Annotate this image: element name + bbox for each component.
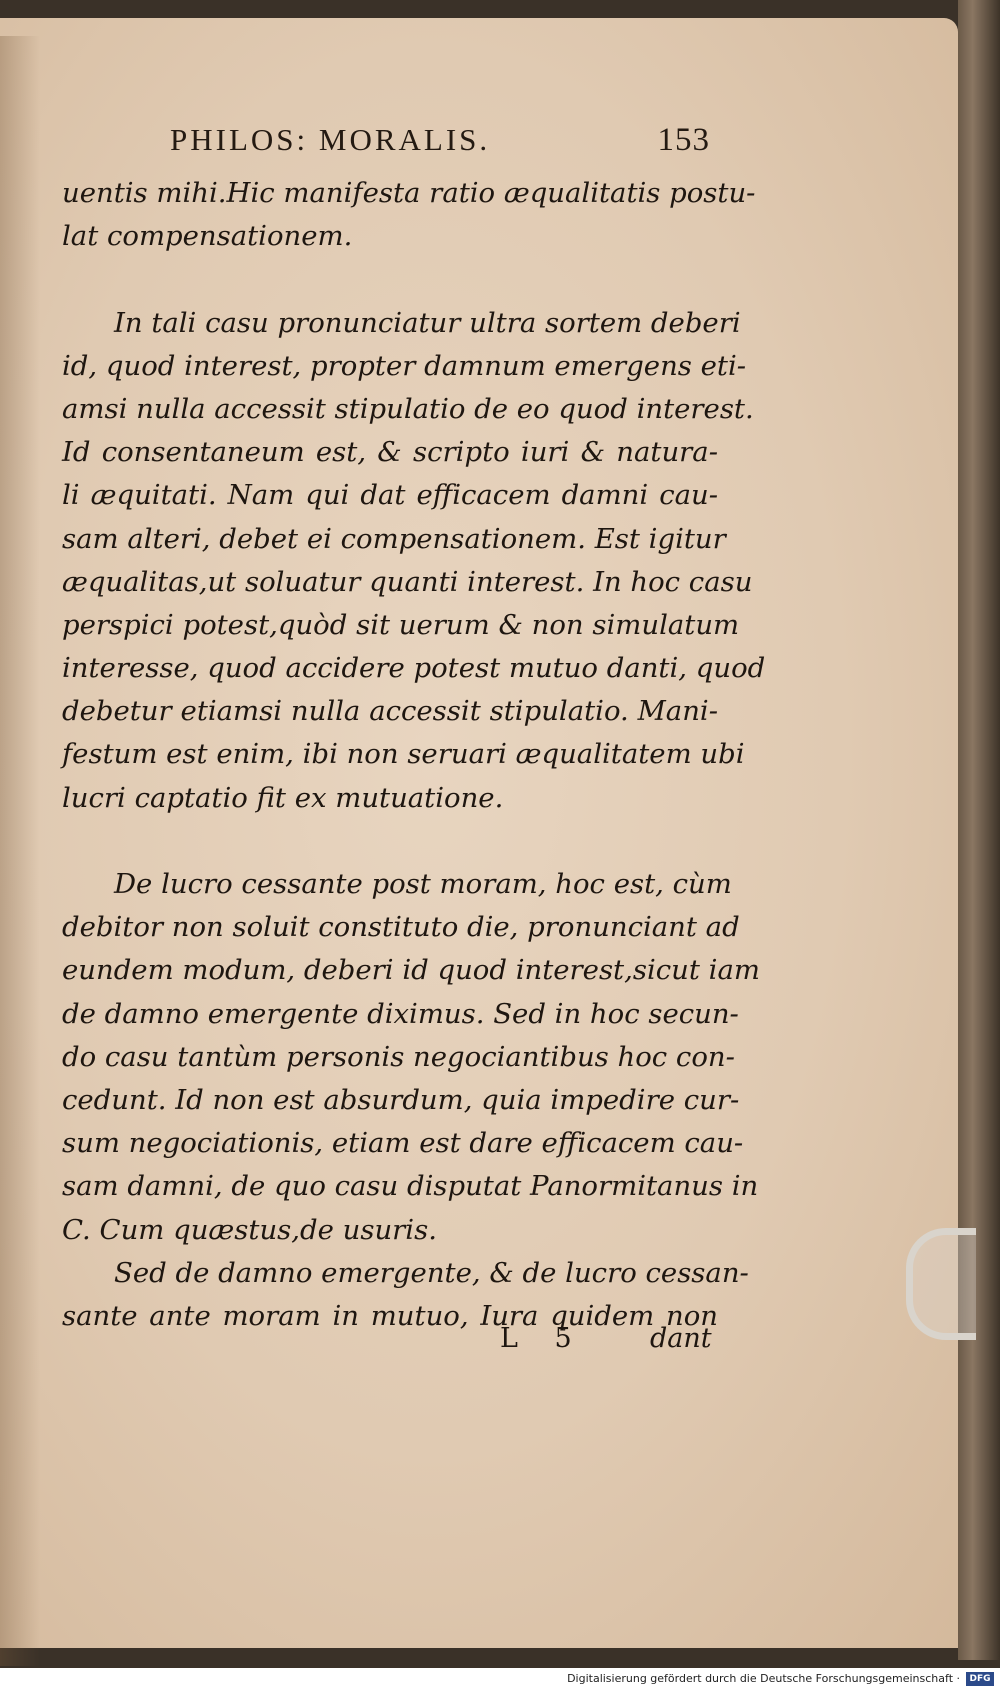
text-line: C. Cum quæstus,de usuris. bbox=[62, 1213, 437, 1246]
paragraph-3 bbox=[62, 863, 760, 1252]
page-clip-icon bbox=[906, 1228, 976, 1340]
text-line: In tali casu pronunciatur ultra sortem deberi bbox=[114, 306, 741, 339]
text-line: sante ante moram in mutuo, Iura quidem non bbox=[62, 1299, 718, 1332]
catchword: dant bbox=[650, 1323, 712, 1354]
page-edge bbox=[958, 0, 1000, 1660]
text-line: li æquitati. Nam qui dat efficacem damni cau- bbox=[62, 479, 718, 512]
text-line: eundem modum, deberi id quod interest,sicut iam bbox=[62, 954, 760, 987]
text-line: Id consentaneum est, & scripto iuri & natura- bbox=[62, 436, 718, 469]
footer-bar bbox=[0, 1668, 1000, 1691]
text-line: perspici potest,quòd sit uerum & non simulatum bbox=[62, 608, 740, 641]
running-head bbox=[170, 122, 710, 162]
dfg-logo-icon: DFG bbox=[966, 1672, 994, 1686]
text-line: Sed de damno emergente, & de lucro cessan- bbox=[114, 1256, 749, 1289]
paragraph-4 bbox=[62, 1252, 749, 1338]
text-line: lat compensationem. bbox=[62, 220, 353, 253]
text-line: cedunt. Id non est absurdum, quia impedire cur- bbox=[62, 1083, 740, 1116]
text-line: de damno emergente diximus. Sed in hoc secun- bbox=[62, 997, 739, 1030]
page-number: 153 bbox=[657, 122, 710, 158]
text-line: festum est enim, ibi non seruari æqualitatem ubi bbox=[62, 738, 745, 771]
text-line: æqualitas,ut soluatur quanti interest. In hoc casu bbox=[62, 565, 753, 598]
paragraph-1 bbox=[62, 172, 756, 258]
text-line: sam damni, de quo casu disputat Panormitanus in bbox=[62, 1170, 759, 1203]
footer-credit: Digitalisierung gefördert durch die Deutsche Forschungsgemeinschaft · bbox=[567, 1672, 960, 1685]
text-line: do casu tantùm personis negociantibus hoc con- bbox=[62, 1040, 735, 1073]
text-line: sum negociationis, etiam est dare efficacem cau- bbox=[62, 1127, 744, 1160]
running-head-title: PHILOS: MORALIS. bbox=[170, 122, 491, 157]
text-line: uentis mihi.Hic manifesta ratio æqualitatis postu- bbox=[62, 177, 756, 209]
text-line: De lucro cessante post moram, hoc est, cùm bbox=[114, 868, 732, 900]
body-text bbox=[62, 172, 766, 1338]
text-line: lucri captatio fit ex mutuatione. bbox=[62, 781, 504, 814]
text-line: debitor non soluit constituto die, pronunciant ad bbox=[62, 911, 740, 944]
paragraph-2 bbox=[62, 302, 766, 820]
text-line: interesse, quod accidere potest mutuo danti, quod bbox=[62, 652, 766, 685]
text-line: id, quod interest, propter damnum emergens eti- bbox=[62, 349, 747, 382]
signature-mark: L 5 bbox=[500, 1323, 586, 1354]
text-line: sam alteri, debet ei compensationem. Est igitur bbox=[62, 522, 726, 555]
text-line: debetur etiamsi nulla accessit stipulatio. Mani- bbox=[62, 695, 718, 728]
binding-shadow bbox=[0, 36, 40, 1666]
text-line: amsi nulla accessit stipulatio de eo quod interest. bbox=[62, 392, 754, 425]
